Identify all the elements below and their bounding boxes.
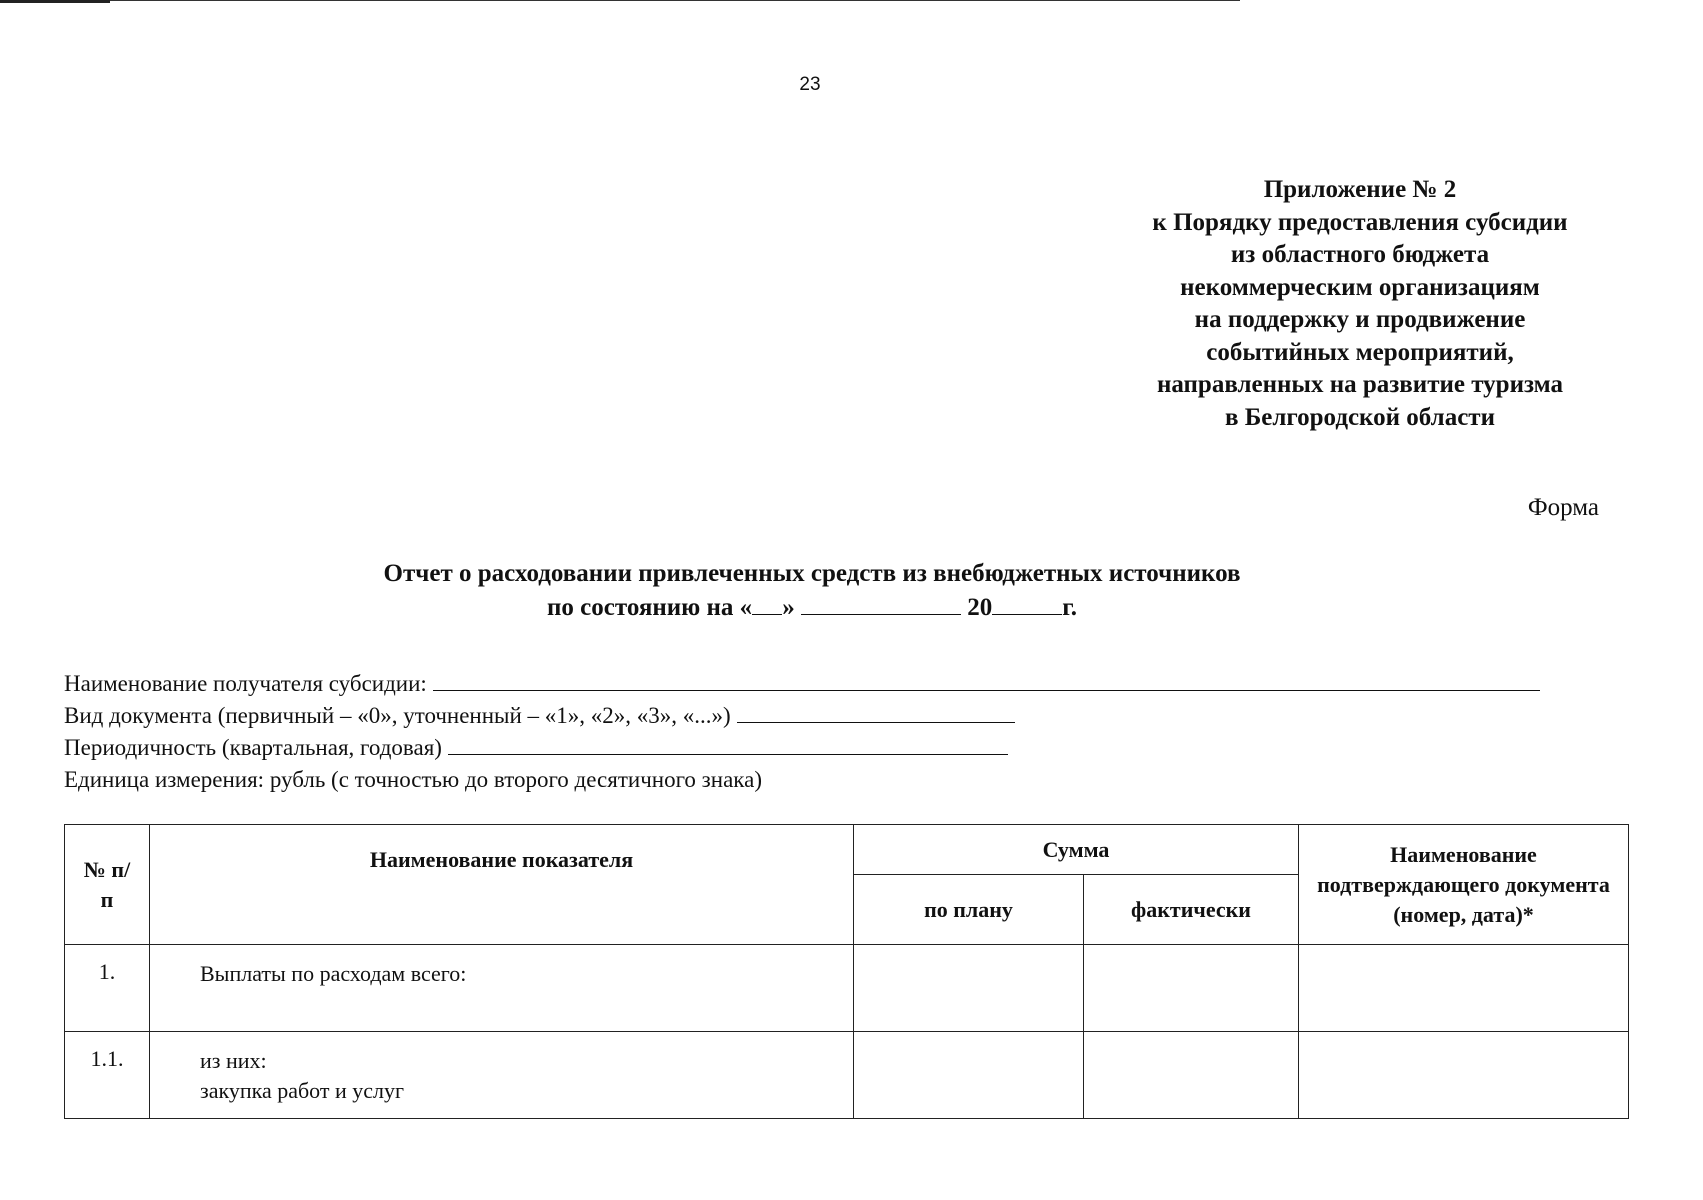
unit-label: Единица измерения: рубль (с точностью до второго десятичного знака)	[64, 767, 762, 792]
appendix-line: в Белгородской области	[1225, 403, 1495, 431]
date-suffix: г.	[1062, 594, 1077, 621]
form-label: Форма	[1527, 494, 1599, 521]
actual-cell[interactable]	[1084, 945, 1299, 1032]
report-title-line2	[240, 591, 1384, 625]
top-rule	[0, 0, 1240, 1]
report-title-line1: Отчет о расходовании привлеченных средств из внебюджетных источников	[383, 560, 1241, 587]
row-name-line1: Выплаты по расходам всего:	[200, 961, 467, 986]
periodicity-label: Периодичность (квартальная, годовая)	[64, 735, 442, 760]
appendix-line: направленных на развитие туризма	[1156, 371, 1564, 398]
page-number: 23	[799, 74, 821, 95]
header-document	[1299, 825, 1629, 945]
doc-type-field[interactable]	[737, 702, 1015, 723]
month-blank[interactable]	[801, 592, 961, 615]
row-number: 1.1.	[65, 1032, 150, 1119]
row-number: 1.	[65, 945, 150, 1032]
report-fields	[64, 668, 1540, 796]
row-name-line1: из них:	[200, 1048, 267, 1073]
header-num	[65, 825, 150, 945]
table-row	[65, 945, 1629, 1032]
row-name	[150, 1032, 854, 1119]
header-plan: по плану	[854, 875, 1084, 945]
date-prefix: по состоянию на «	[547, 594, 753, 621]
date-mid: »	[782, 594, 795, 621]
header-num-label: № п/п	[83, 856, 131, 912]
table-header-row	[65, 825, 1629, 875]
appendix-line: событийных мероприятий,	[1206, 338, 1514, 366]
report-title	[240, 557, 1384, 625]
document-cell[interactable]	[1299, 1032, 1629, 1119]
appendix-line: к Порядку предоставления субсидии	[1152, 208, 1568, 236]
header-sum: Сумма	[854, 825, 1299, 875]
document-cell[interactable]	[1299, 945, 1629, 1032]
doc-type-row	[64, 700, 1540, 732]
appendix-block	[1110, 174, 1610, 434]
year-blank[interactable]	[992, 592, 1062, 615]
header-indicator: Наименование показателя	[150, 825, 854, 945]
unit-row	[64, 764, 1540, 796]
appendix-line: из областного бюджета	[1230, 241, 1490, 268]
plan-cell[interactable]	[854, 1032, 1084, 1119]
row-name-line2: закупка работ и услуг	[200, 1078, 405, 1103]
actual-cell[interactable]	[1084, 1032, 1299, 1119]
periodicity-field[interactable]	[448, 734, 1008, 755]
appendix-line: на поддержку и продвижение	[1194, 306, 1526, 333]
recipient-row	[64, 668, 1540, 700]
appendix-line: Приложение № 2	[1263, 176, 1457, 203]
year-prefix: 20	[967, 594, 993, 621]
row-name	[150, 945, 854, 1032]
day-blank[interactable]	[752, 592, 782, 615]
periodicity-row	[64, 732, 1540, 764]
recipient-field[interactable]	[433, 670, 1540, 691]
top-rule-accent	[0, 0, 110, 3]
doc-type-label: Вид документа (первичный – «0», уточненный – «1», «2», «3», «...»)	[64, 703, 731, 728]
report-table	[64, 824, 1629, 1119]
plan-cell[interactable]	[854, 945, 1084, 1032]
header-actual: фактически	[1084, 875, 1299, 945]
appendix-line: некоммерческим организациям	[1180, 273, 1540, 301]
recipient-label: Наименование получателя субсидии:	[64, 671, 427, 696]
header-document-label: Наименование подтверждающего документа (номер, дата)*	[1317, 841, 1610, 927]
table-row	[65, 1032, 1629, 1119]
